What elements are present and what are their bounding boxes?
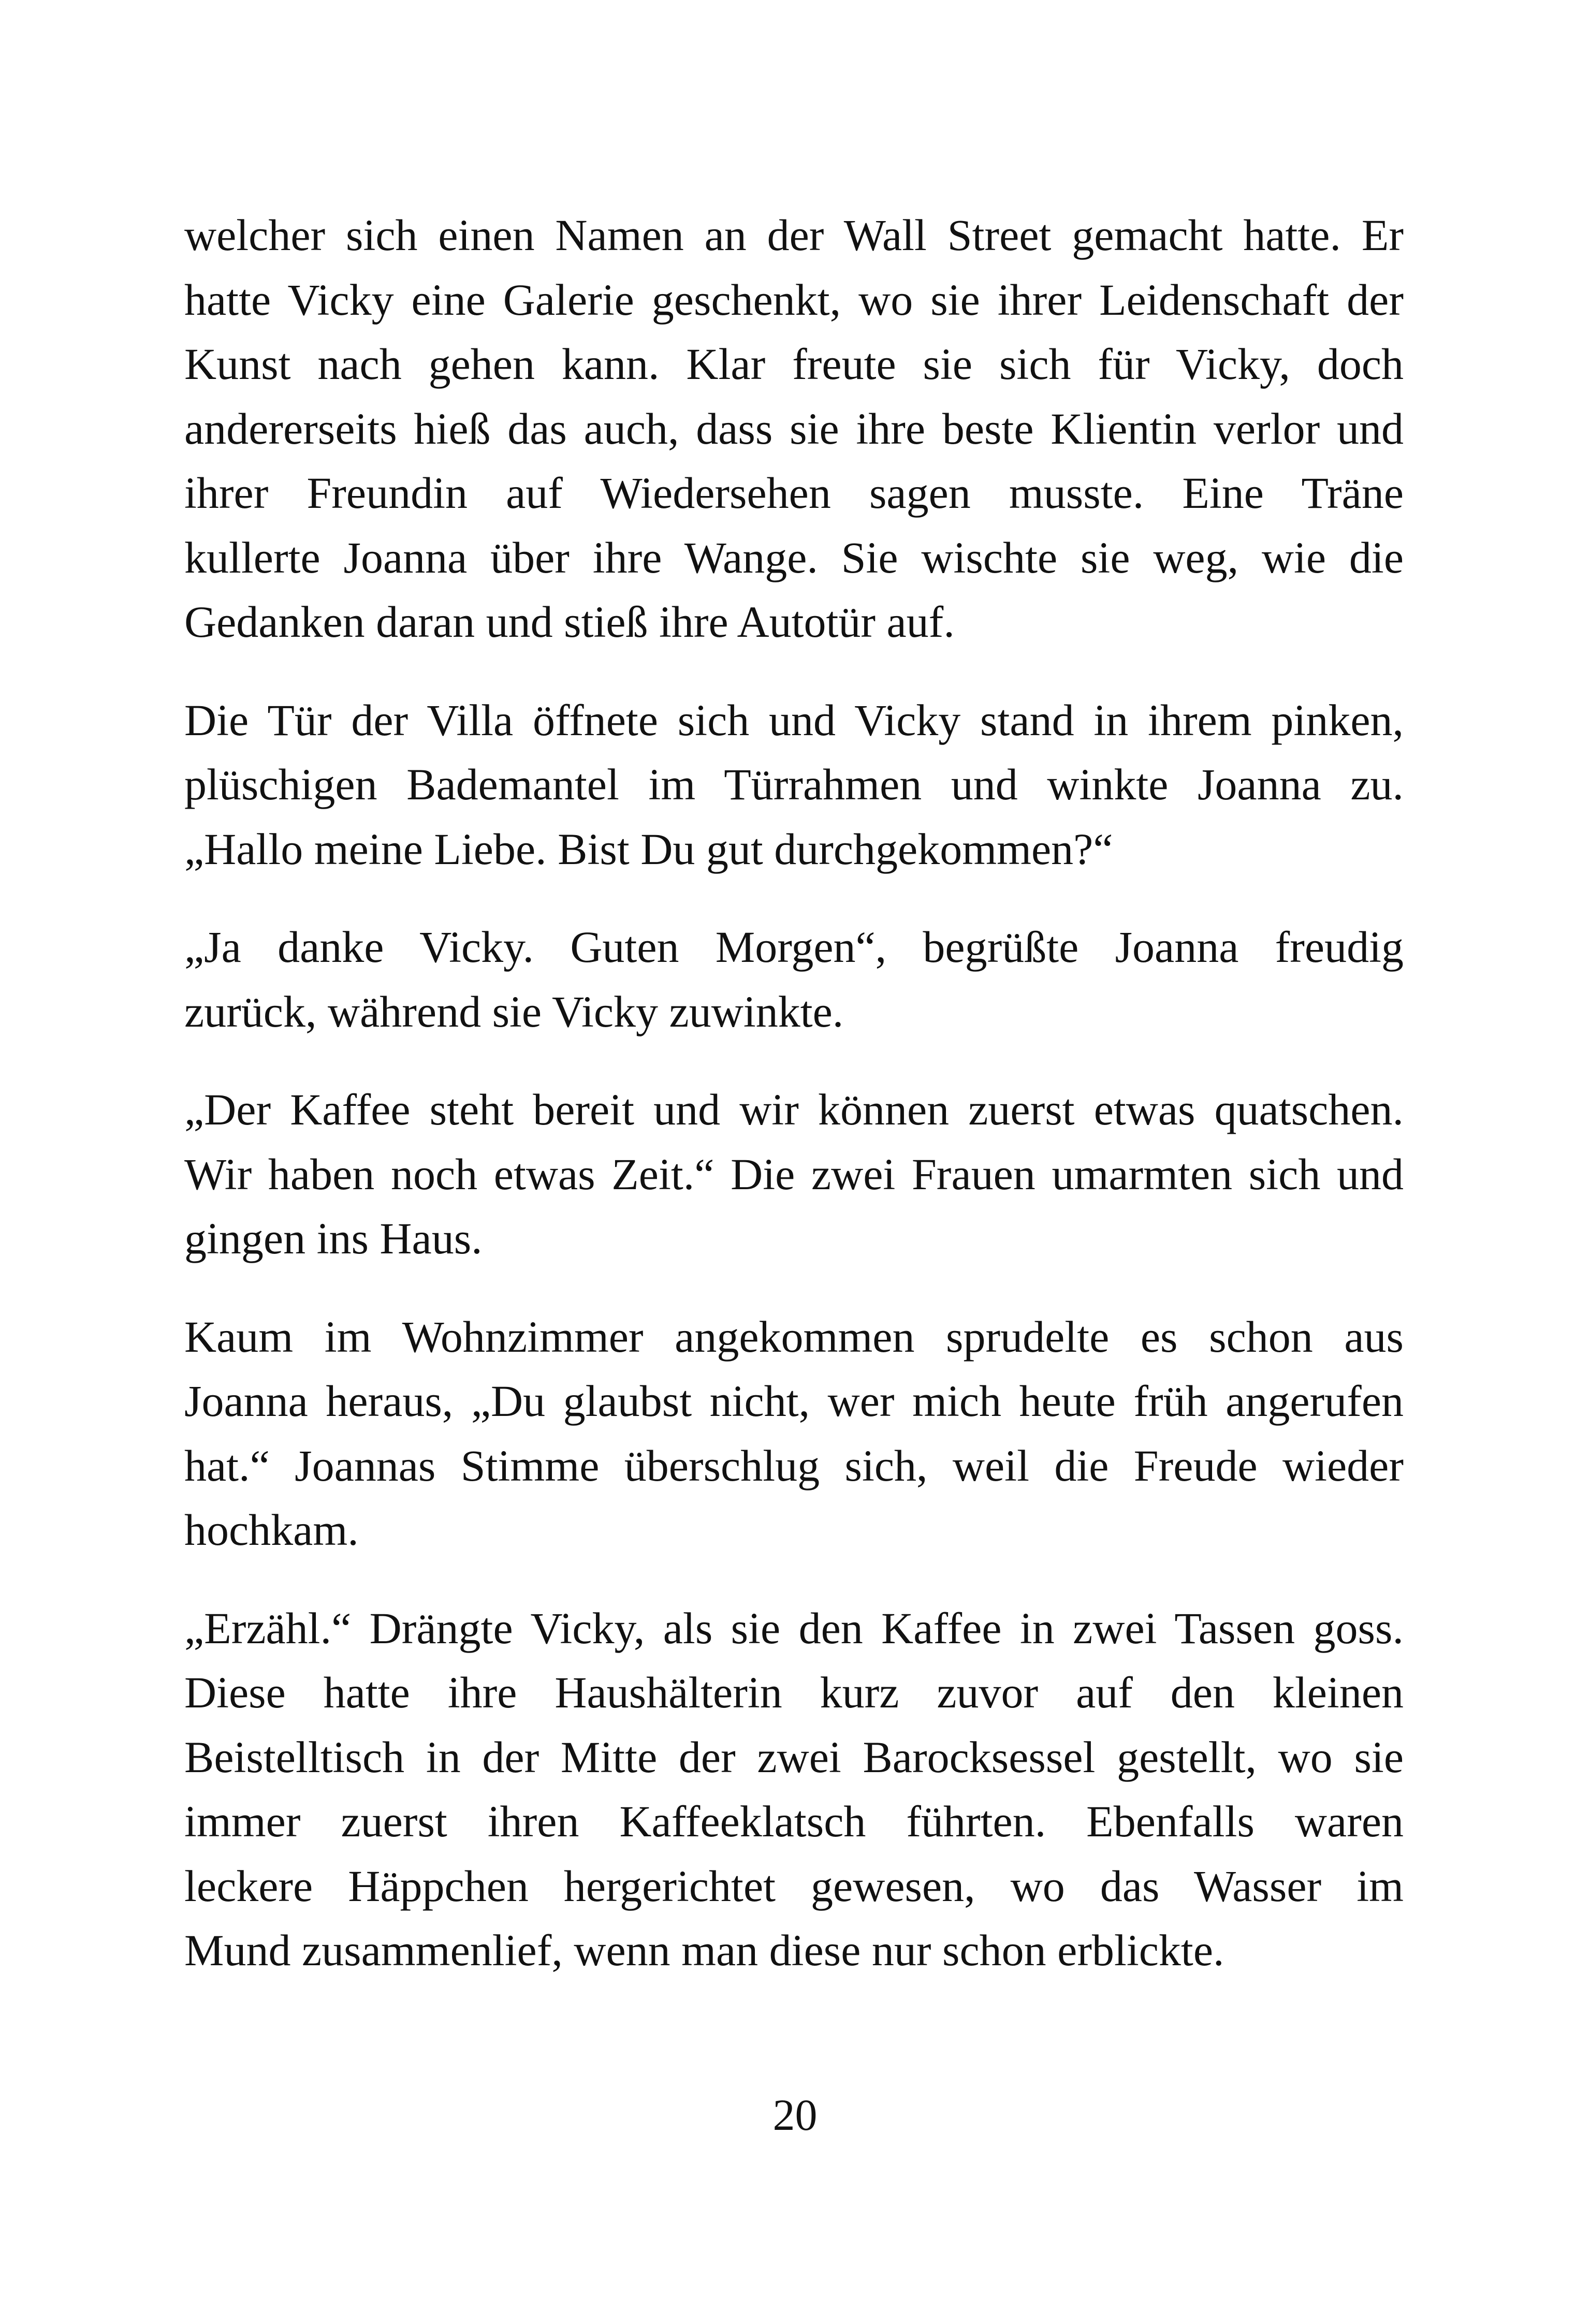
paragraph-5 (184, 1305, 1404, 1562)
text-line: „Hallo meine Liebe. Bist Du gut durchgekommen?“ (184, 824, 1113, 874)
page-number: 20 (772, 2090, 818, 2140)
text-line: kullerte Joanna über ihre Wange. Sie wischte sie weg, wie die (184, 532, 1404, 582)
text-line: Gedanken daran und stieß ihre Autotür auf. (184, 597, 955, 647)
body-text (184, 203, 1404, 1983)
text-line: „Erzähl.“ Drängte Vicky, als sie den Kaffee in zwei Tassen goss. (184, 1603, 1404, 1653)
text-line: andererseits hieß das auch, dass sie ihre beste Klientin verlor und (184, 403, 1404, 454)
text-line: Mund zusammenlief, wenn man diese nur schon erblickte. (184, 1925, 1224, 1975)
text-line: leckere Häppchen hergerichtet gewesen, wo das Wasser im (184, 1861, 1404, 1911)
paragraph-4 (184, 1077, 1404, 1271)
paragraph-1 (184, 203, 1404, 654)
text-line: hochkam. (184, 1505, 359, 1555)
text-line: Die Tür der Villa öffnete sich und Vicky stand in ihrem pinken, (184, 695, 1404, 745)
text-line: zurück, während sie Vicky zuwinkte. (184, 986, 844, 1036)
paragraph-2 (184, 688, 1404, 882)
text-line: gingen ins Haus. (184, 1214, 483, 1263)
text-line: Kaum im Wohnzimmer angekommen sprudelte es schon aus (184, 1311, 1404, 1362)
text-line: hat.“ Joannas Stimme überschlug sich, weil die Freude wieder (184, 1440, 1404, 1490)
text-line: „Der Kaffee steht bereit und wir können zuerst etwas quatschen. (184, 1085, 1404, 1134)
text-line: hatte Vicky eine Galerie geschenkt, wo sie ihrer Leidenschaft der (184, 274, 1404, 325)
text-line: welcher sich einen Namen an der Wall Street gemacht hatte. Er (184, 210, 1404, 260)
text-line: Joanna heraus, „Du glaubst nicht, wer mich heute früh angerufen (184, 1376, 1404, 1426)
text-line: „Ja danke Vicky. Guten Morgen“, begrüßte Joanna freudig (184, 922, 1404, 972)
text-line: Diese hatte ihre Haushälterin kurz zuvor auf den kleinen (184, 1668, 1404, 1717)
text-line: Beistelltisch in der Mitte der zwei Barocksessel gestellt, wo sie (184, 1732, 1404, 1782)
text-line: ihrer Freundin auf Wiedersehen sagen musste. Eine Träne (184, 468, 1404, 518)
text-line: Wir haben noch etwas Zeit.“ Die zwei Frauen umarmten sich und (184, 1149, 1404, 1199)
paragraph-6 (184, 1596, 1404, 1983)
text-line: immer zuerst ihren Kaffeeklatsch führten. Ebenfalls waren (184, 1796, 1404, 1846)
paragraph-3 (184, 915, 1404, 1044)
text-line: plüschigen Bademantel im Türrahmen und winkte Joanna zu. (184, 759, 1404, 809)
text-line: Kunst nach gehen kann. Klar freute sie sich für Vicky, doch (184, 339, 1404, 389)
